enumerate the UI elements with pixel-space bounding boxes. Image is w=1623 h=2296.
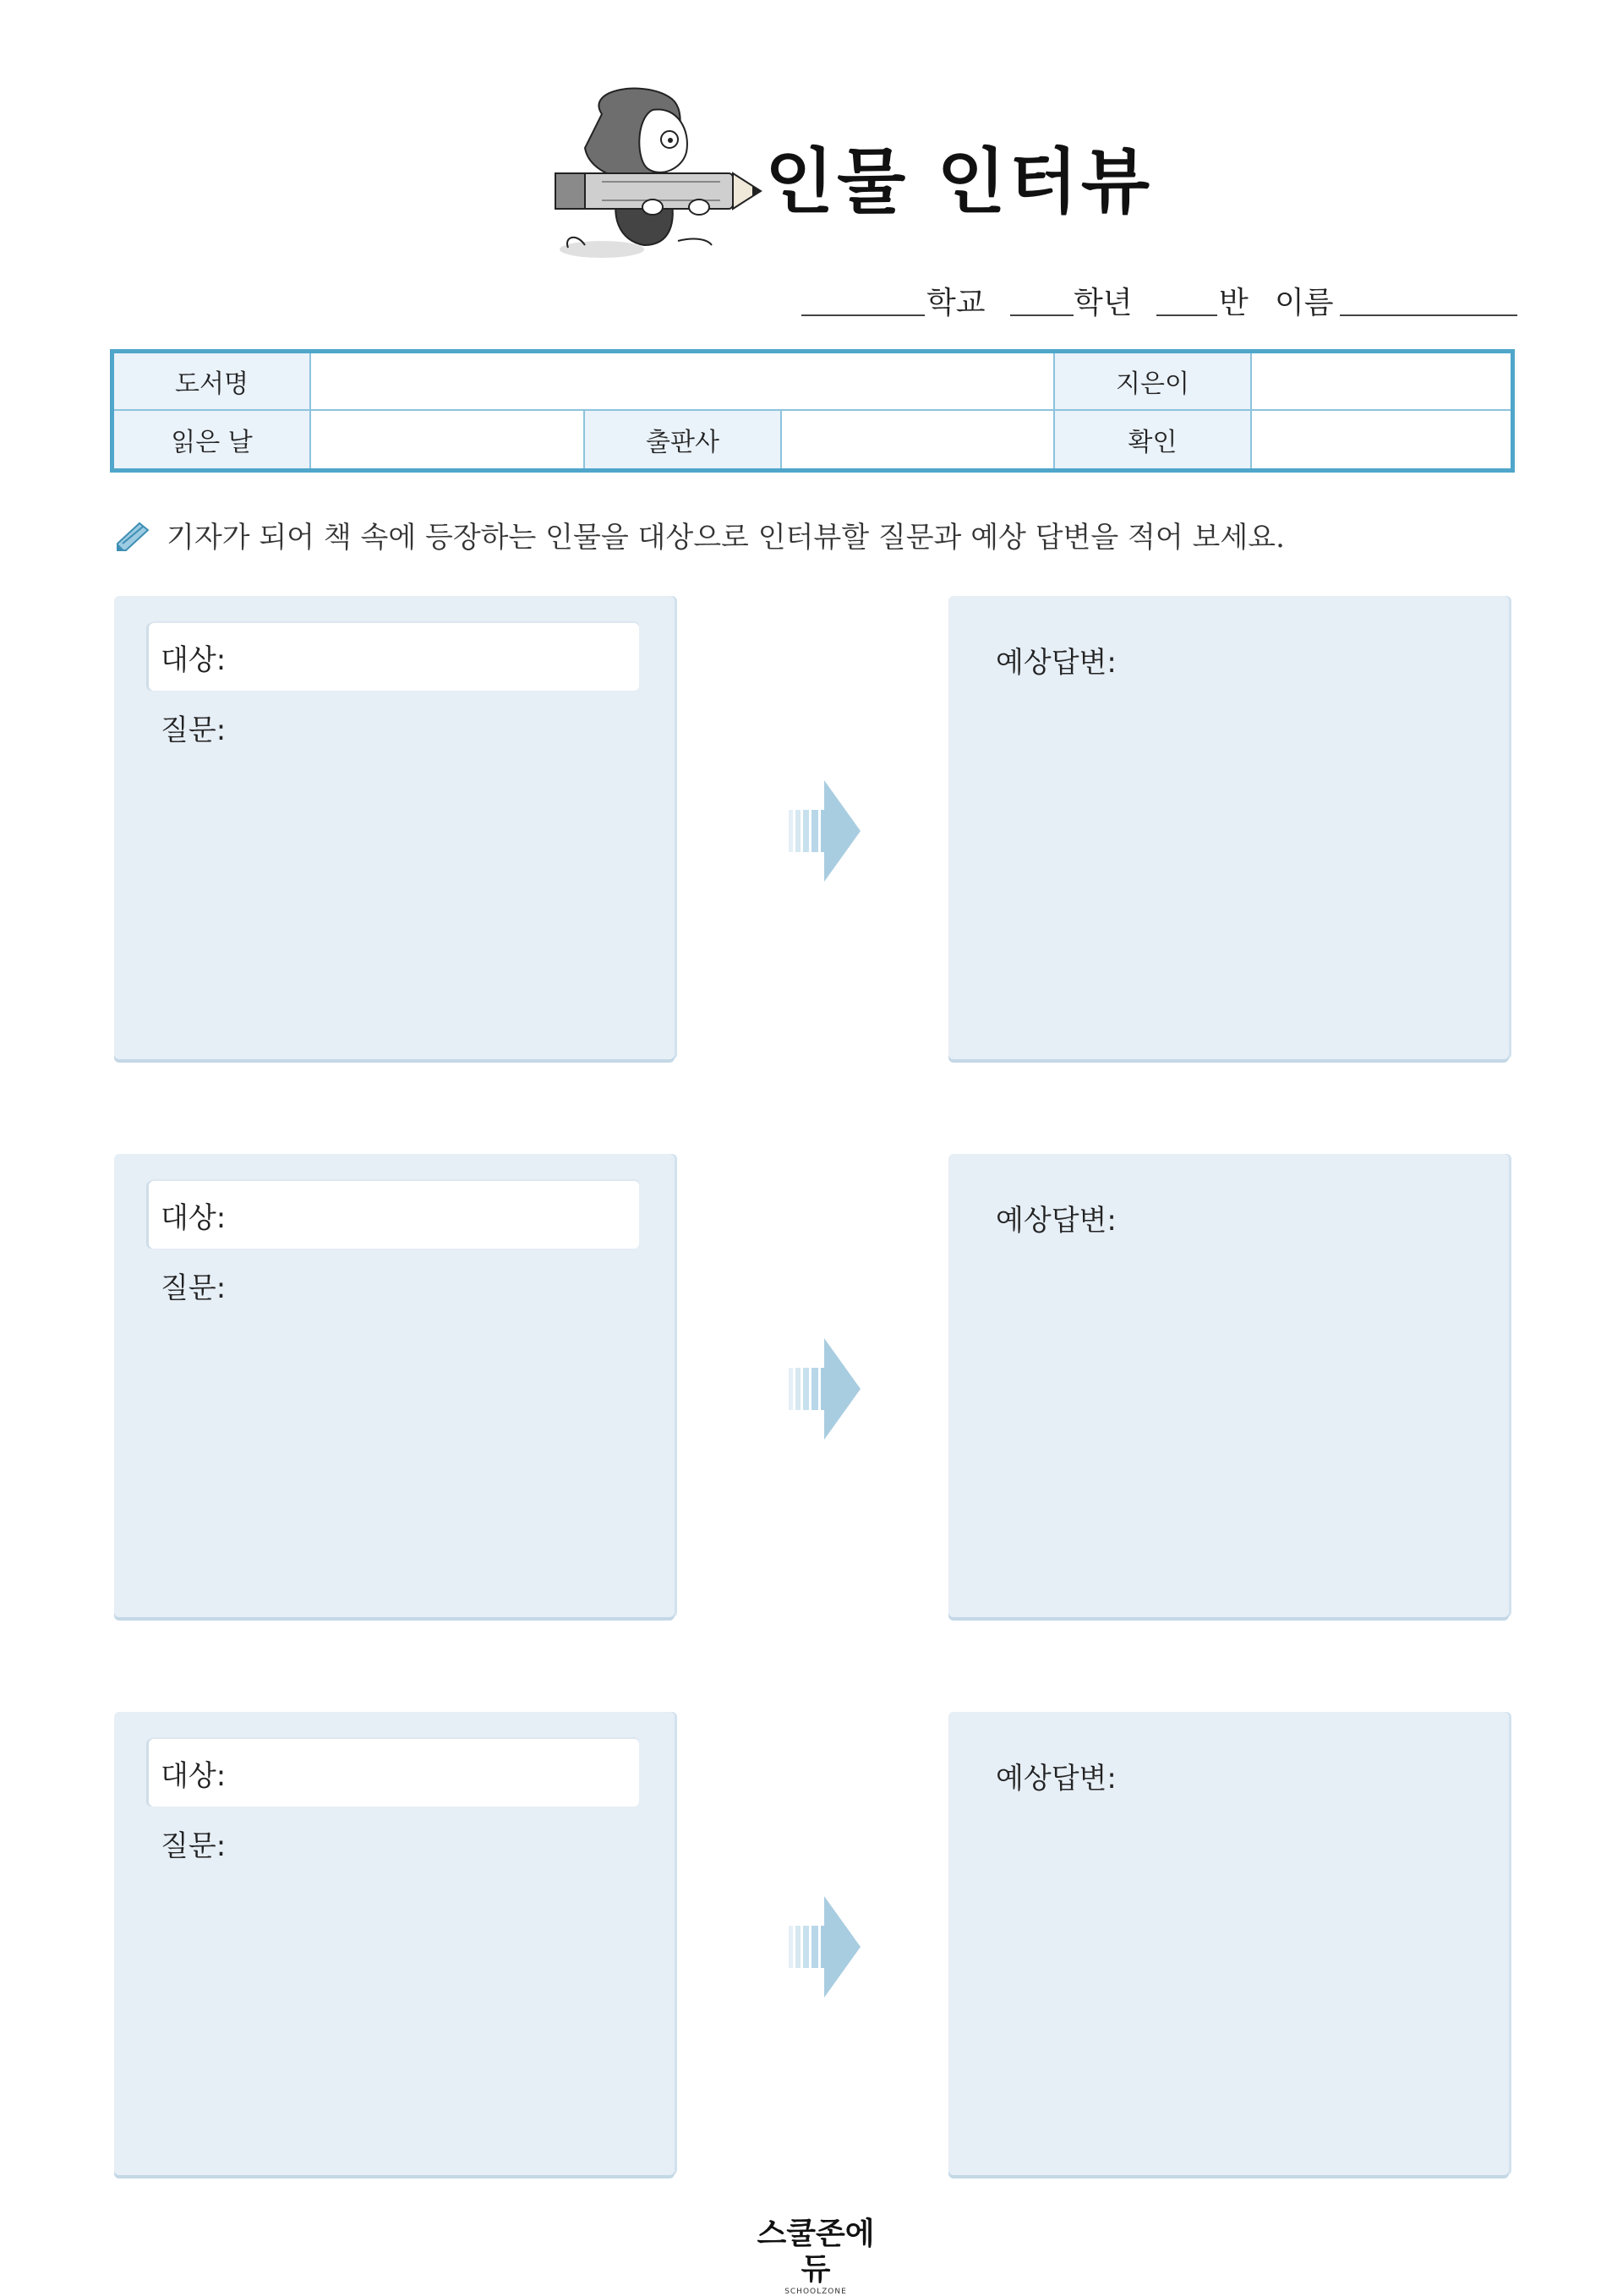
answer-label: 예상답변:: [996, 646, 1117, 680]
arrow-right-icon: [789, 1338, 861, 1440]
target-label: 대상:: [161, 642, 227, 677]
target-label: 대상:: [161, 1200, 227, 1235]
brand-sub: SCHOOLZONE: [784, 2288, 847, 2296]
author-label: 지은이: [1055, 353, 1252, 411]
book-title-field[interactable]: [311, 353, 1055, 411]
target-label: 대상:: [161, 1758, 227, 1793]
page-title: 인물 인터뷰: [765, 140, 1153, 223]
school-label: 학교: [926, 286, 986, 320]
question-label: 질문:: [161, 1829, 227, 1863]
name-label: 이름: [1275, 286, 1334, 320]
arrow-right-icon: [789, 780, 861, 882]
grade-blank[interactable]: [1010, 281, 1074, 316]
check-field[interactable]: [1252, 411, 1511, 468]
answer-label: 예상답변:: [996, 1204, 1117, 1238]
instruction: [114, 514, 1285, 555]
publisher-field[interactable]: [782, 411, 1055, 468]
target-field[interactable]: [149, 1181, 639, 1249]
check-label: 확인: [1055, 411, 1252, 468]
reporter-illustration: [551, 80, 762, 271]
book-title-label: 도서명: [114, 353, 311, 411]
answer-label: 예상답변:: [996, 1762, 1117, 1796]
publisher-label: 출판사: [585, 411, 782, 468]
brand-name: 스쿨존에듀: [757, 2217, 875, 2287]
arrow-right-icon: [789, 1896, 861, 1998]
school-blank[interactable]: [801, 281, 925, 316]
footer-logo: [744, 2217, 888, 2296]
target-field[interactable]: [149, 623, 639, 691]
author-field[interactable]: [1252, 353, 1511, 411]
instruction-text: 기자가 되어 책 속에 등장하는 인물을 대상으로 인터뷰할 질문과 예상 답변을 적어 보세요.: [167, 521, 1285, 555]
class-label: 반: [1219, 286, 1249, 320]
question-label: 질문:: [161, 1271, 227, 1305]
question-label: 질문:: [161, 713, 227, 747]
book-info-table: [110, 349, 1515, 473]
target-field[interactable]: [149, 1739, 639, 1807]
pencil-icon: [114, 518, 155, 552]
class-blank[interactable]: [1156, 281, 1217, 316]
read-date-field[interactable]: [311, 411, 585, 468]
read-date-label: 읽은 날: [114, 411, 311, 468]
grade-label: 학년: [1074, 286, 1133, 320]
name-blank[interactable]: [1340, 281, 1517, 316]
